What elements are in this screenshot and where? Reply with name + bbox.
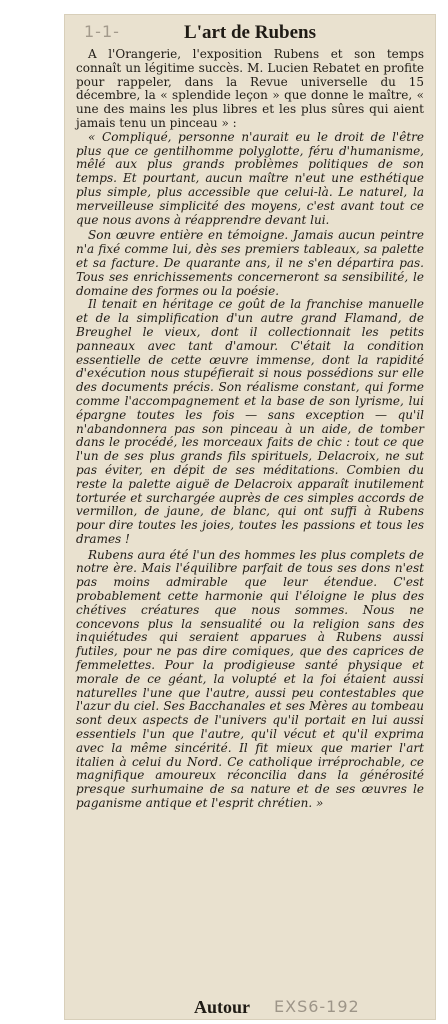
quote-paragraph-1: « Compliqué, personne n'aurait eu le droit de l'être plus que ce gentilhomme polyglotte, féru d'humanisme, mêlé aux plus grands problèmes politiques de son temps. Et pourtant, aucun maître n'eut une esthétique plus simple, plus accessible que celui-là. Le naturel, la merveilleuse simplicité des moyens, c'est avant tout ce que nous avons à réapprendre devant lui. [76, 129, 424, 227]
quote-paragraph-3: Il tenait en héritage ce goût de la franchise manuelle et de la simplification d'un autre grand Flamand, de Breughel le vieux, dont il collectionnait les petits panneaux avec tant d'amour. C'était la condition essentielle de cette œuvre immense, dont la rapidité d'exécution nous stupéfierait si nous possédions sur elle des documents précis. Son réalisme constant, qui forme comme l'accompagnement et la base de son lyrisme, lui épargne toutes les fois — sans exception — qu'il n'abandonnera pas son pinceau à un aide, de tomber dans le procédé, les morceaux faits de chic : tout ce que l'un de ses plus grands fils spirituels, Delacroix, ne sut pas éviter, en dépit de ses méditations. Combien du reste la palette aiguë de Delacroix apparaît inutilement torturée et surchargée auprès de ces simples accords de vermillon, de jaune, de blanc, qui ont suffi à Rubens pour dire toutes les joies, toutes les passions et tous les drames ! [76, 297, 424, 546]
next-article-heading: Autour [194, 997, 251, 1017]
newspaper-clipping [64, 14, 436, 1020]
archive-stamp: EXS6-192 [274, 997, 360, 1016]
intro-paragraph: A l'Orangerie, l'exposition Rubens et son temps connaît un légitime succès. M. Lucien Rebatet en profite pour rappeler, dans la Revue universelle du 15 décembre, la « splendide leçon » que donne le maître, « une des mains les plus libres et les plus sûres qui aient jamais tenu un pinceau » : [76, 47, 424, 130]
article-title: L'art de Rubens [184, 22, 316, 43]
pencil-annotation: 1-1- [84, 22, 120, 41]
quote-paragraph-4: Rubens aura été l'un des hommes les plus complets de notre ère. Mais l'équilibre parfait de tous ses dons n'est pas moins admirable que leur étendue. C'est probablement cette harmonie qui l'éloigne le plus des chétives créatures que nous sommes. Nous ne concevons plus la sensualité ou la religion sans des inquiétudes qui seraient apparues à Rubens aussi futiles, pour ne pas dire comiques, que des caprices de femmelettes. Pour la prodigieuse santé physique et morale de ce géant, la volupté et la foi étaient aussi naturelles l'une que l'autre, aussi peu contestables que l'azur du ciel. Ses Bacchanales et ses Mères au tombeau sont deux aspects de l'univers qu'il portait en lui aussi essentiels l'un que l'autre, qu'il vécut et qu'il exprima avec la même sincérité. Il fit mieux que marier l'art italien à celui du Nord. Ce catholique irréprochable, ce magnifique amoureux réconcilia dans la générosité presque surhumaine de sa nature et de ses œuvres le paganisme antique et l'esprit chrétien. » [76, 547, 424, 811]
clipping-footer [64, 992, 436, 1020]
quote-paragraph-2: Son œuvre entière en témoigne. Jamais aucun peintre n'a fixé comme lui, dès ses premiers tableaux, sa palette et sa facture. De quarante ans, il ne s'en départira pas. Tous ses enrichissements concerneront sa sensibilité, le domaine des formes ou la poésie. [76, 228, 424, 298]
